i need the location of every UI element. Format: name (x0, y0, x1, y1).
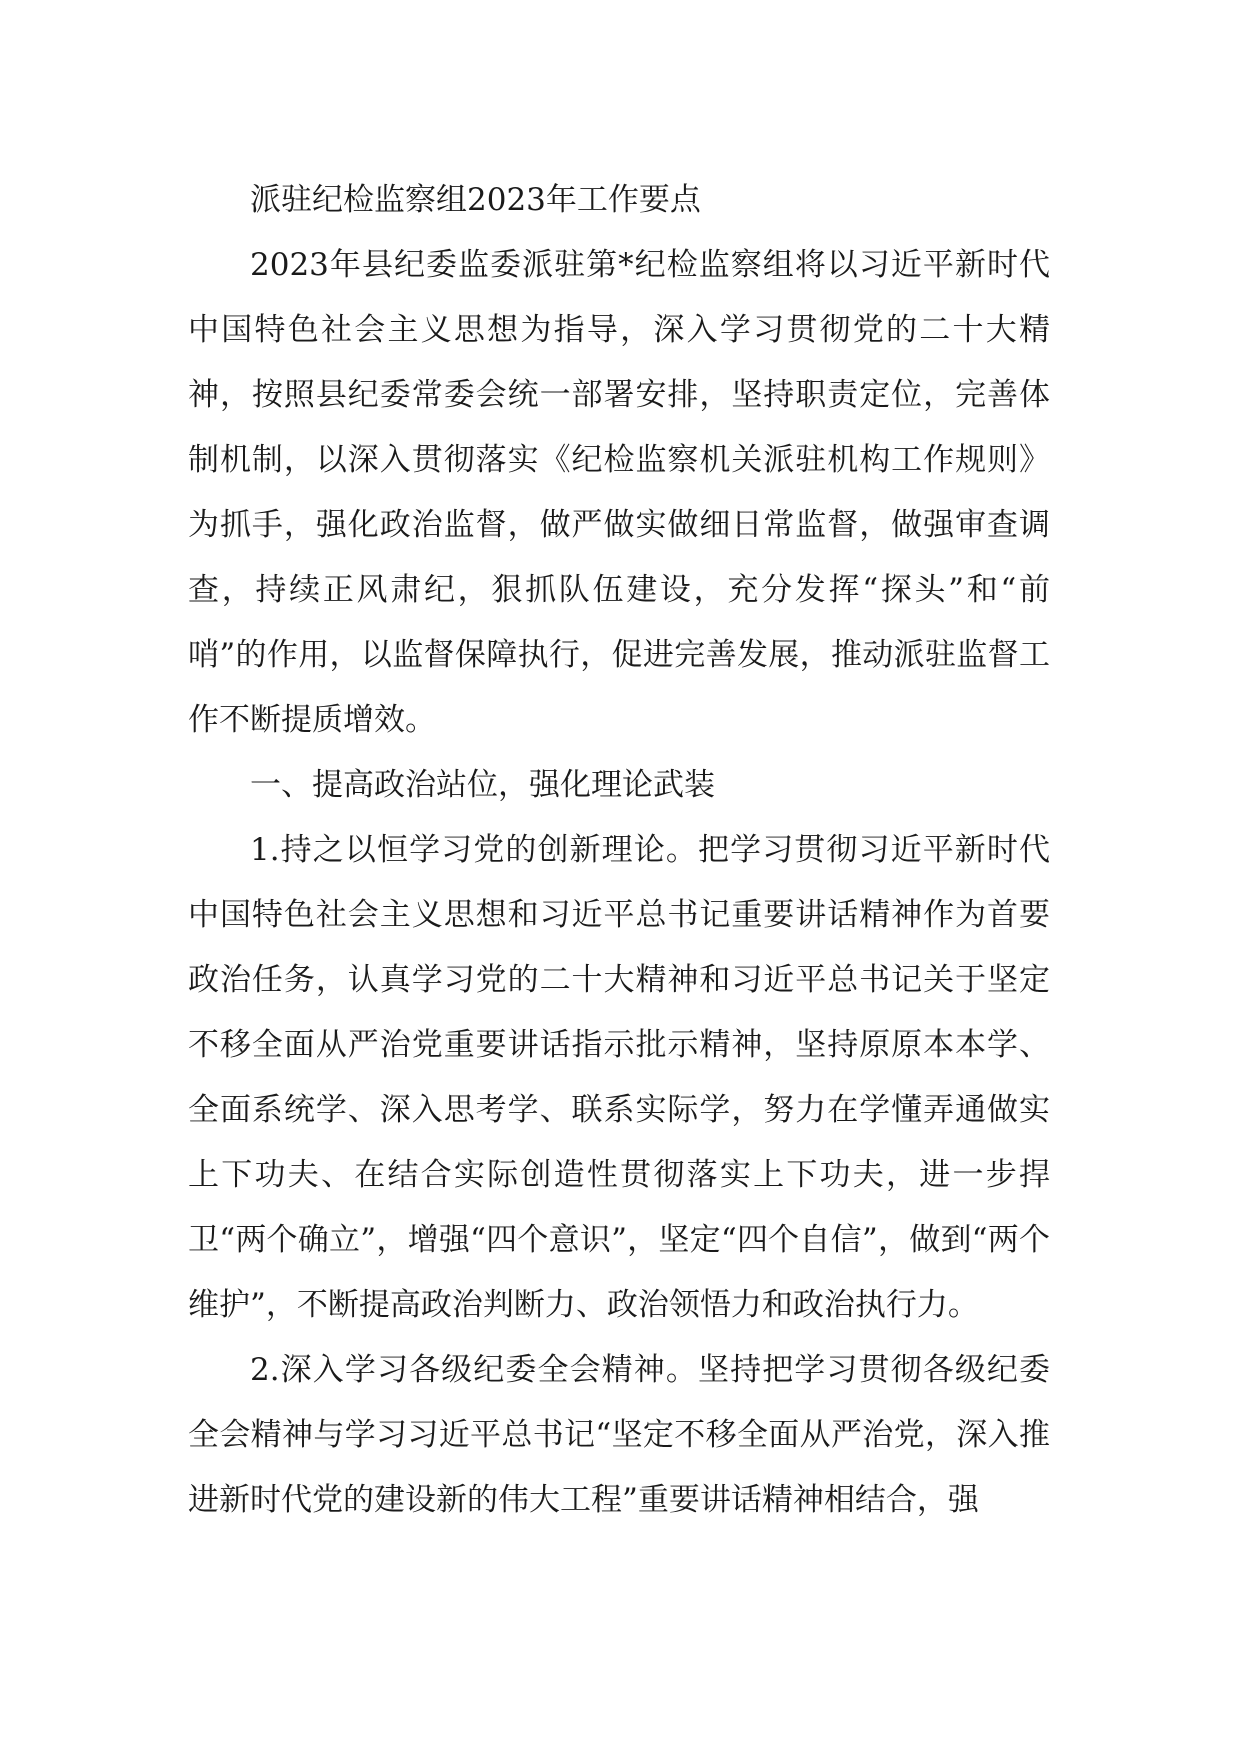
section-heading: 一、提高政治站位，强化理论武装 (250, 767, 715, 803)
item-paragraph-1: 1.持之以恒学习党的创新理论。把学习贯彻习近平新时代中国特色社会主义思想和习近平总书记重要讲话精神作为首要政治任务，认真学习党的二十大精神和习近平总书记关于坚定不移全面从严治党重要讲话指示批示精神，坚持原原本本学、全面系统学、深入思考学、联系实际学，努力在学懂弄通做实上下功夫、在结合实际创造性贯彻落实上下功夫，进一步捍卫“两个确立”，增强“四个意识”，坚定“四个自信”，做到“两个维护”，不断提高政治判断力、政治领悟力和政治执行力。 (188, 832, 1050, 1323)
document-title: 派驻纪检监察组2023年工作要点 (250, 182, 701, 218)
item-paragraph-2: 2.深入学习各级纪委全会精神。坚持把学习贯彻各级纪委全会精神与学习习近平总书记“坚定不移全面从严治党，深入推进新时代党的建设新的伟大工程”重要讲话精神相结合，强 (188, 1352, 1050, 1518)
intro-paragraph: 2023年县纪委监委派驻第*纪检监察组将以习近平新时代中国特色社会主义思想为指导，深入学习贯彻党的二十大精神，按照县纪委常委会统一部署安排，坚持职责定位，完善体制机制，以深入贯彻落实《纪检监察机关派驻机构工作规则》为抓手，强化政治监督，做严做实做细日常监督，做强审查调查，持续正风肃纪，狠抓队伍建设，充分发挥“探头”和“前哨”的作用，以监督保障执行，促进完善发展，推动派驻监督工作不断提质增效。 (188, 247, 1050, 738)
document-body (188, 168, 1050, 1533)
